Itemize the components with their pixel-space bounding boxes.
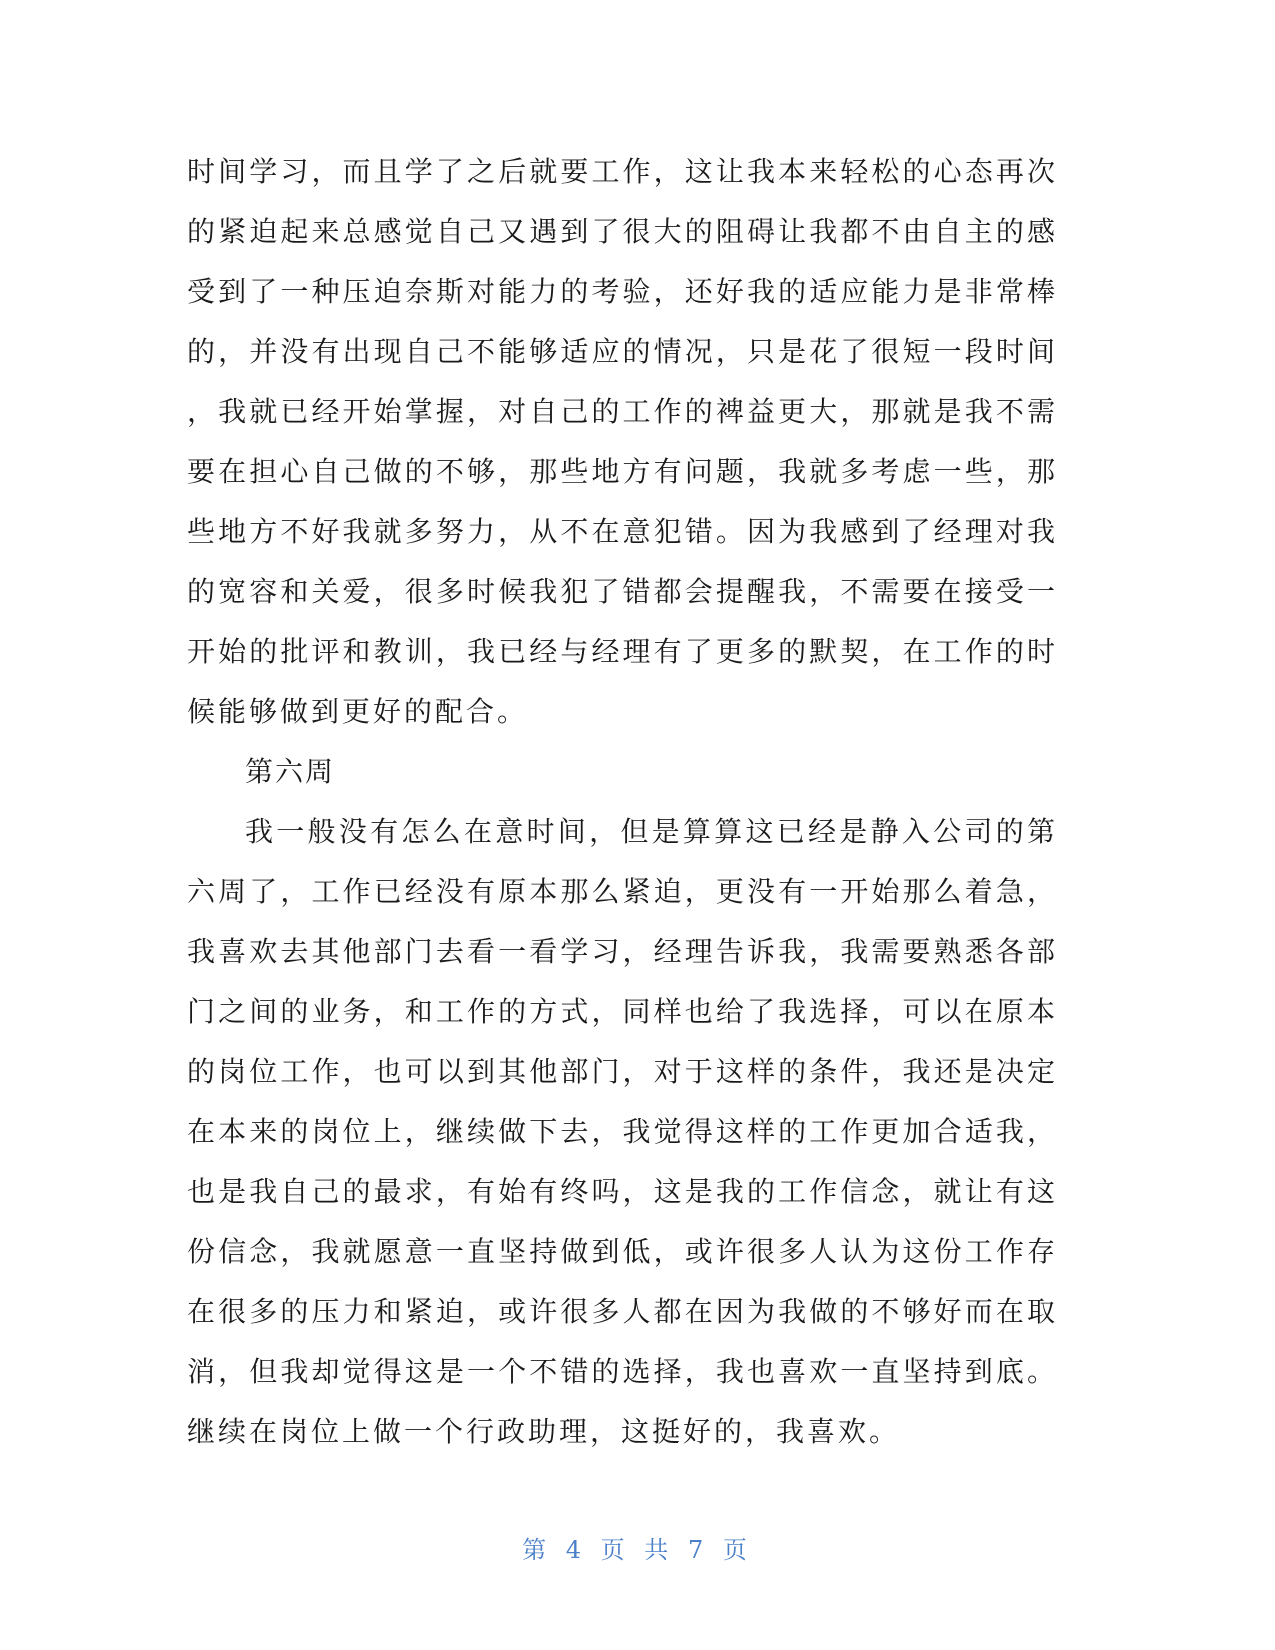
text-line: 我喜欢去其他部门去看一看学习，经理告诉我，我需要熟悉各部 (187, 935, 1055, 968)
text-line: 的岗位工作，也可以到其他部门，对于这样的条件，我还是决定 (187, 1055, 1055, 1088)
text-line: 的紧迫起来总感觉自己又遇到了很大的阻碍让我都不由自主的感 (187, 215, 1055, 248)
text-line: 在本来的岗位上，继续做下去，我觉得这样的工作更加合适我， (187, 1115, 1055, 1148)
page-footer (0, 1530, 1275, 1565)
text-line: 六周了，工作已经没有原本那么紧迫，更没有一开始那么着急， (187, 875, 1055, 908)
paragraph-2 (187, 802, 1055, 1462)
text-line: 份信念，我就愿意一直坚持做到低，或许很多人认为这份工作存 (187, 1235, 1055, 1268)
text-line: ，我就已经开始掌握，对自己的工作的裨益更大，那就是我不需 (187, 395, 1055, 428)
section-heading: 第六周 (245, 755, 336, 788)
text-line: 门之间的业务，和工作的方式，同样也给了我选择，可以在原本 (187, 995, 1055, 1028)
footer-suffix: 页 (722, 1536, 753, 1564)
text-line: 的，并没有出现自己不能够适应的情况，只是花了很短一段时间 (187, 335, 1055, 368)
text-line: 开始的批评和教训，我已经与经理有了更多的默契，在工作的时 (187, 635, 1055, 668)
text-line: 消，但我却觉得这是一个不错的选择，我也喜欢一直坚持到底。 (187, 1355, 1055, 1388)
total-page-count: 7 (687, 1536, 710, 1564)
current-page-number: 4 (565, 1536, 588, 1564)
text-line: 也是我自己的最求，有始有终吗，这是我的工作信念，就让有这 (187, 1175, 1055, 1208)
text-line: 的宽容和关爱，很多时候我犯了错都会提醒我，不需要在接受一 (187, 575, 1055, 608)
footer-prefix: 第 (522, 1536, 553, 1564)
text-line: 要在担心自己做的不够，那些地方有问题，我就多考虑一些，那 (187, 455, 1055, 488)
text-line: 时间学习，而且学了之后就要工作，这让我本来轻松的心态再次 (187, 155, 1055, 188)
text-line: 些地方不好我就多努力，从不在意犯错。因为我感到了经理对我 (187, 515, 1055, 548)
text-line: 继续在岗位上做一个行政助理，这挺好的，我喜欢。 (187, 1415, 901, 1448)
text-line: 受到了一种压迫奈斯对能力的考验，还好我的适应能力是非常棒 (187, 275, 1055, 308)
document-body (187, 142, 1055, 1462)
footer-middle: 页 共 (600, 1536, 675, 1564)
text-line: 在很多的压力和紧迫，或许很多人都在因为我做的不够好而在取 (187, 1295, 1055, 1328)
text-line: 候能够做到更好的配合。 (187, 695, 529, 728)
paragraph-1 (187, 142, 1055, 742)
text-line: 我一般没有怎么在意时间，但是算算这已经是静入公司的第 (245, 815, 1055, 848)
